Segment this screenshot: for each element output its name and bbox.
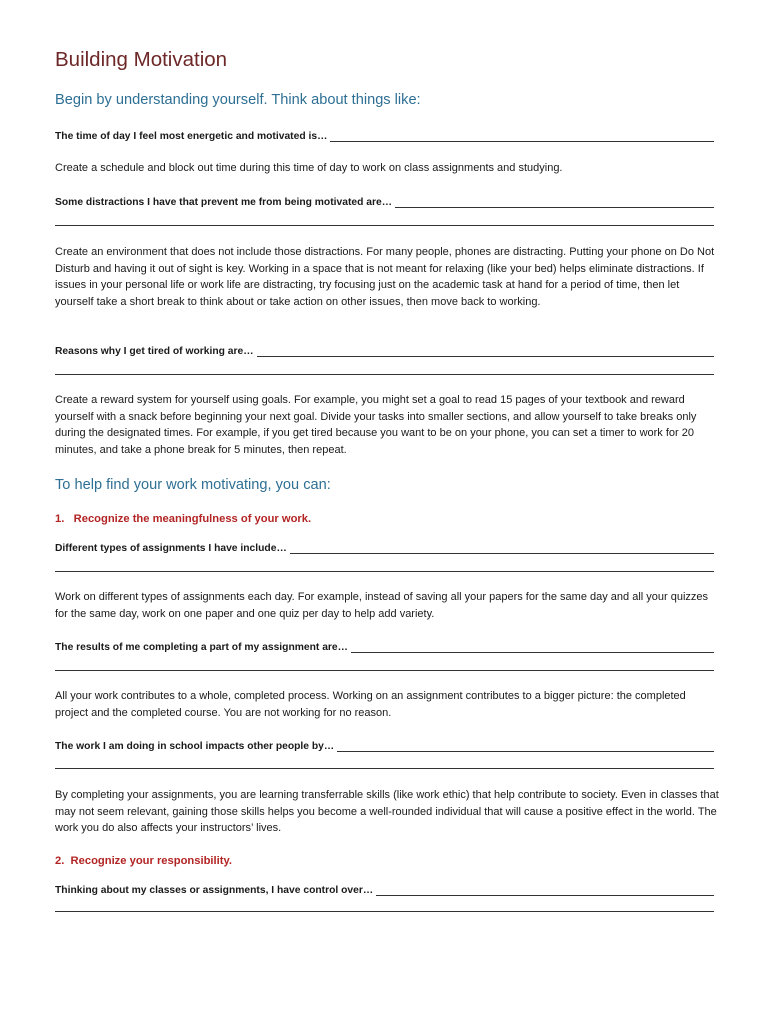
prompt-label: Different types of assignments I have include…: [55, 543, 287, 554]
prompt-label: Thinking about my classes or assignments, I have control over…: [55, 885, 374, 896]
prompt-impact: [55, 737, 714, 752]
prompt-results: [55, 638, 714, 653]
prompt-tired-reasons: [55, 342, 714, 357]
section-heading-work-motivating: To help find your work motivating, you can:: [55, 477, 331, 493]
answer-line[interactable]: [55, 225, 714, 226]
prompt-label: The time of day I feel most energetic and motivated is…: [55, 131, 328, 142]
subheading-responsibility: 2. Recognize your responsibility.: [55, 855, 232, 867]
answer-line[interactable]: [55, 374, 714, 375]
tip-schedule: Create a schedule and block out time during this time of day to work on class assignments and studying.: [55, 162, 563, 174]
answer-blank[interactable]: [337, 740, 714, 752]
prompt-control: [55, 881, 714, 896]
prompt-label: The results of me completing a part of my assignment are…: [55, 642, 348, 653]
prompt-energetic-time: [55, 127, 714, 142]
section-heading-understanding: Begin by understanding yourself. Think about things like:: [55, 92, 421, 108]
prompt-distractions: [55, 193, 714, 208]
answer-line[interactable]: [55, 768, 714, 769]
tip-transferrable-skills: By completing your assignments, you are learning transferrable skills (like work ethic) that help contribute to society. Even in classes that may not seem relevant, gaining those skills helps you become a well-rounded individual that will cause a positive effect in the world. The work you do also affects your instructors’ lives.: [55, 789, 719, 835]
tip-reward-system: Create a reward system for yourself using goals. For example, you might set a goal to read 15 pages of your textbook and reward yourself with a snack before beginning your next goal. Divide your tasks into smaller sections, and allow yourself to take breaks only during the designated times. For example, if you get tired because you want to be on your phone, you can set a timer to work for 20 minutes, and take a phone break for 5 minutes, then repeat.: [55, 394, 697, 456]
answer-line[interactable]: [55, 670, 714, 671]
prompt-label: Some distractions I have that prevent me from being motivated are…: [55, 197, 393, 208]
answer-line[interactable]: [55, 911, 714, 912]
answer-blank[interactable]: [257, 345, 714, 357]
answer-blank[interactable]: [290, 542, 714, 554]
answer-blank[interactable]: [376, 884, 714, 896]
prompt-label: The work I am doing in school impacts other people by…: [55, 741, 335, 752]
answer-line[interactable]: [55, 571, 714, 572]
prompt-label: Reasons why I get tired of working are…: [55, 346, 254, 357]
tip-variety: Work on different types of assignments each day. For example, instead of saving all your papers for the same day and all your quizzes for the same day, work on one paper and one quiz per day to help add variety.: [55, 591, 709, 620]
answer-blank[interactable]: [395, 196, 714, 208]
page-title: Building Motivation: [55, 48, 228, 71]
prompt-assignment-types: [55, 539, 714, 554]
tip-environment: Create an environment that does not include those distractions. For many people, phones are distracting. Putting your phone on Do Not Disturb and having it out of sight is key. Working in a space that is not meant for relaxing (like your bed) helps eliminate distractions. If issues in your personal life or work life are distracting, try focusing just on the academic task at hand for a period of time, then let yourself take a short break to think about or take action on other issues, then move back to working.: [55, 246, 715, 308]
subheading-meaningfulness: 1. Recognize the meaningfulness of your work.: [55, 513, 312, 525]
tip-bigger-picture: All your work contributes to a whole, completed process. Working on an assignment contributes to a bigger picture: the completed project and the completed course. You are not working for no reason.: [55, 690, 686, 719]
answer-blank[interactable]: [330, 130, 714, 142]
answer-blank[interactable]: [351, 641, 714, 653]
